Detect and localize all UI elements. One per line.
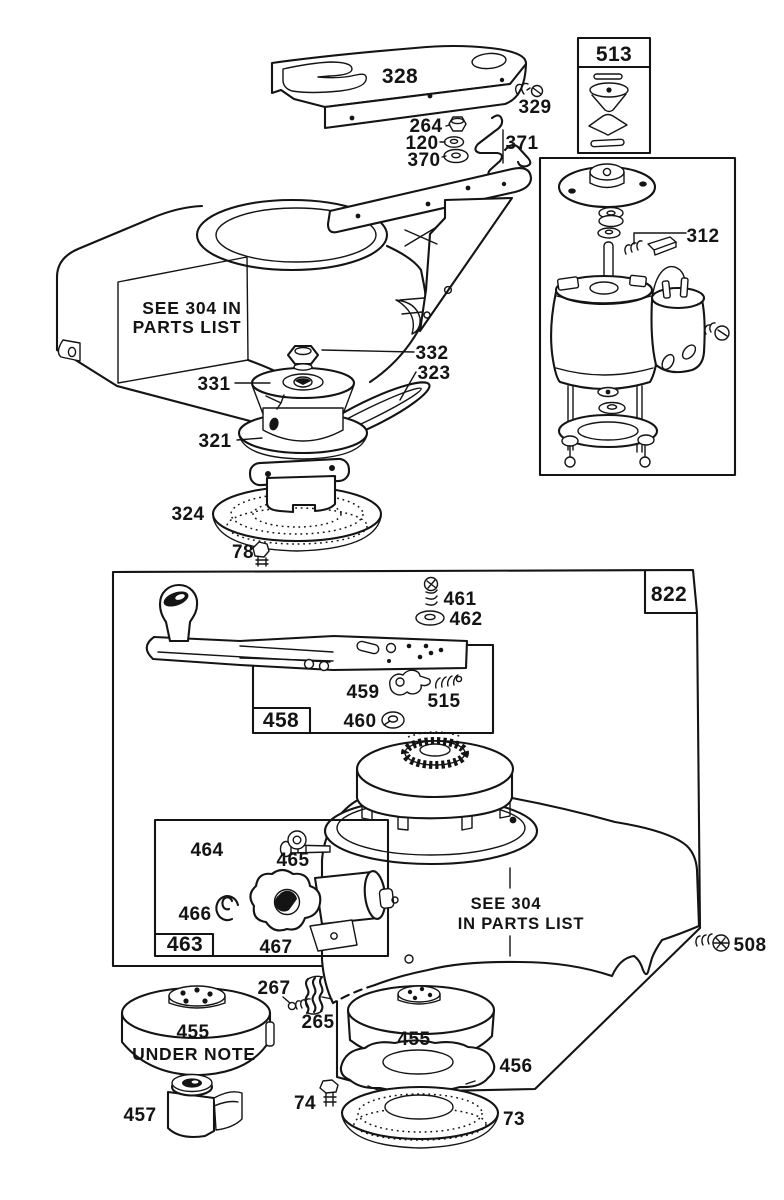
callout-458: 458: [262, 709, 300, 732]
note-see304-bottom-line2: IN PARTS LIST: [457, 915, 585, 933]
bolt-78-drawing: [253, 542, 269, 566]
ring-466-drawing: [216, 896, 238, 920]
callout-331: 331: [197, 374, 231, 395]
callout-332: 332: [415, 343, 449, 364]
bolt-74-drawing: [320, 1080, 338, 1106]
callout-321: 321: [198, 431, 232, 452]
callout-328: 328: [381, 65, 419, 88]
washer-462-drawing: [416, 611, 444, 625]
washer-370-drawing: [444, 150, 468, 163]
callout-264: 264: [409, 116, 443, 137]
callout-462: 462: [449, 609, 483, 630]
callout-459: 459: [346, 682, 380, 703]
callout-513: 513: [595, 43, 633, 66]
washer-120-drawing: [445, 137, 464, 147]
callout-508: 508: [733, 935, 767, 956]
callout-463: 463: [166, 933, 204, 956]
spring-515-drawing: [436, 675, 462, 688]
callout-822: 822: [650, 583, 688, 606]
starter-motor-drawing: [551, 164, 729, 467]
callout-461: 461: [443, 589, 477, 610]
screw-461-drawing: [425, 578, 438, 606]
callout-323: 323: [417, 363, 451, 384]
callout-455-left: 455: [176, 1022, 210, 1043]
screen-73-drawing: [342, 1087, 498, 1148]
callout-460: 460: [343, 711, 377, 732]
callout-370: 370: [407, 150, 441, 171]
callout-457: 457: [123, 1105, 157, 1126]
callout-267: 267: [257, 978, 291, 999]
screw-508-drawing: [696, 934, 729, 951]
callout-120: 120: [405, 133, 439, 154]
pawl-459-drawing: [390, 670, 431, 695]
callout-324: 324: [171, 504, 205, 525]
callout-73: 73: [503, 1109, 525, 1130]
callout-456: 456: [499, 1056, 533, 1077]
callout-329: 329: [518, 97, 552, 118]
callout-455-right: 455: [397, 1029, 431, 1050]
nut-264-drawing: [449, 117, 466, 131]
callout-78: 78: [232, 542, 254, 563]
note-see304-top-line2: PARTS LIST: [132, 317, 242, 337]
callout-265: 265: [301, 1012, 335, 1033]
callout-464: 464: [190, 840, 224, 861]
pulley-457-drawing: [168, 1075, 242, 1138]
callout-515: 515: [427, 691, 461, 712]
callout-371: 371: [505, 133, 539, 154]
callout-465: 465: [276, 850, 310, 871]
washer-465-drawing: [288, 831, 306, 849]
callout-74: 74: [294, 1093, 316, 1114]
starter-lever-drawing: [147, 585, 467, 671]
callout-466: 466: [178, 904, 212, 925]
washer-460-drawing: [382, 712, 404, 728]
note-see304-bottom-line1: SEE 304: [470, 895, 542, 913]
note-under-note: UNDER NOTE: [132, 1044, 256, 1064]
callout-467: 467: [259, 937, 293, 958]
callout-312: 312: [686, 226, 720, 247]
note-see304-top-line1: SEE 304 IN: [142, 298, 242, 318]
starter-cup-drawing: [325, 732, 537, 864]
